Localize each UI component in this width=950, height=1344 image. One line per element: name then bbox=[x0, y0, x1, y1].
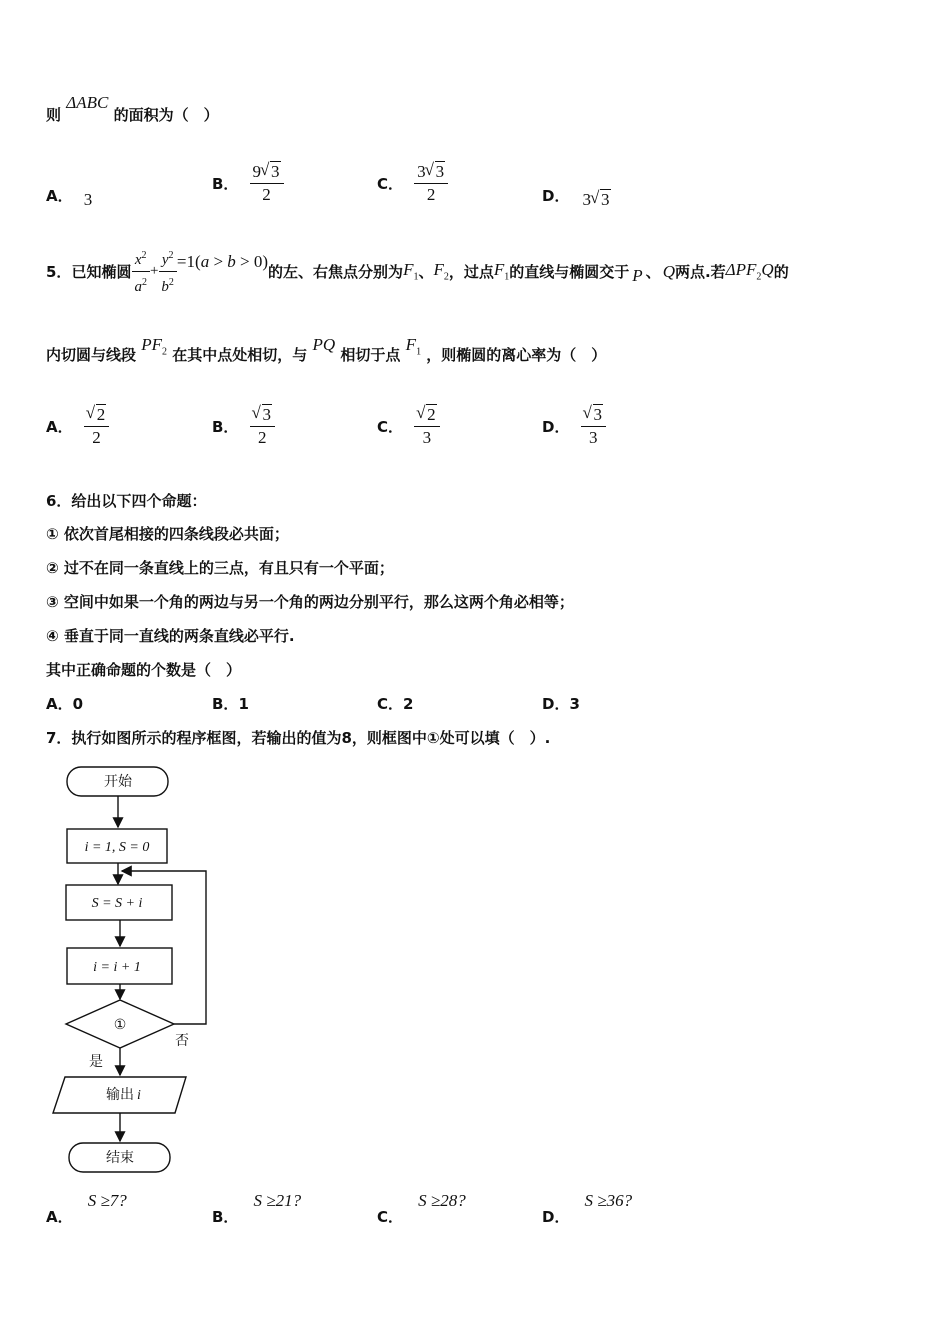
eq-rest: =1 bbox=[176, 251, 196, 271]
option-label: B． bbox=[212, 418, 239, 436]
q6-stem: 6．给出以下四个命题： bbox=[46, 492, 207, 510]
flowchart-step2-label: i = i + 1 bbox=[93, 960, 141, 975]
option-label: A． bbox=[46, 1208, 73, 1226]
tri-end: Q bbox=[761, 260, 774, 280]
frac-den: 2 bbox=[426, 185, 436, 204]
q7-option-c[interactable] bbox=[377, 1190, 466, 1226]
flowchart-start-label: 开始 bbox=[104, 774, 132, 790]
var-b: b bbox=[161, 279, 169, 295]
option-label: C． bbox=[377, 1208, 404, 1226]
q5-text: 已知椭圆 bbox=[71, 263, 132, 281]
frac-radicand: 3 bbox=[593, 405, 603, 424]
sub: 1 bbox=[504, 271, 510, 283]
tri-start: ΔPF bbox=[725, 260, 757, 280]
exp: 2 bbox=[141, 250, 147, 261]
option-label: C． bbox=[377, 418, 404, 436]
frac-den: 2 bbox=[262, 185, 271, 204]
option-value: 3 bbox=[569, 695, 580, 713]
option-label: B． bbox=[212, 1208, 239, 1226]
q6-proposition-1: ① 依次首尾相接的四条线段必共面； bbox=[46, 525, 289, 543]
var-x: x bbox=[134, 252, 142, 268]
flowchart-condition-label: ① bbox=[113, 1017, 127, 1033]
frac-coef: 9 bbox=[252, 162, 262, 181]
frac-radicand: 2 bbox=[96, 405, 106, 424]
frac-radicand: 3 bbox=[262, 405, 272, 424]
option-value: S ≥36? bbox=[584, 1191, 633, 1210]
separator: 、 bbox=[418, 263, 434, 281]
q5-text: 内切圆与线段 bbox=[46, 346, 137, 364]
q4-triangle: ΔABC bbox=[66, 93, 109, 112]
q7-option-b[interactable] bbox=[212, 1190, 302, 1226]
option-label: C． bbox=[377, 175, 404, 193]
sub: 2 bbox=[756, 271, 762, 283]
q6-proposition-3: ③ 空间中如果一个角的两边与另一个角的两边分别平行，那么这两个角必相等； bbox=[46, 593, 574, 611]
option-value: S ≥7? bbox=[87, 1191, 127, 1210]
separator: 、 bbox=[645, 263, 661, 281]
option-label: D． bbox=[542, 187, 570, 205]
option-value: S ≥28? bbox=[418, 1191, 466, 1210]
option-value: 1 bbox=[238, 695, 249, 713]
q6-proposition-2: ② 过不在同一条直线上的三点，有且只有一个平面； bbox=[46, 559, 394, 577]
q4-suffix: 的面积为（ ） bbox=[113, 106, 219, 124]
exp: 2 bbox=[168, 277, 174, 288]
option-label: C． bbox=[377, 695, 404, 713]
frac-radicand: 3 bbox=[435, 162, 445, 181]
var-a: a bbox=[134, 279, 142, 295]
q4-prefix: 则 bbox=[46, 106, 62, 124]
frac-den: 2 bbox=[258, 428, 267, 447]
option-radicand: 3 bbox=[601, 190, 610, 209]
q7-option-a[interactable] bbox=[46, 1190, 127, 1226]
option-label: A． bbox=[46, 418, 73, 436]
q5-text: 两点.若 bbox=[674, 263, 726, 281]
q5-text: 的左、右焦点分别为 bbox=[268, 263, 404, 281]
flowchart-step1-label: S = S + i bbox=[91, 896, 143, 911]
option-value: 2 bbox=[403, 695, 414, 713]
option-value: 3 bbox=[83, 190, 93, 209]
var-a: a bbox=[200, 251, 210, 271]
flowchart-output-label: 输出 bbox=[106, 1087, 134, 1103]
sub: 2 bbox=[162, 346, 168, 358]
option-label: D． bbox=[542, 418, 570, 436]
flowchart-end-label: 结束 bbox=[106, 1150, 134, 1166]
q5-text: ，过点 bbox=[448, 263, 494, 281]
gt: > bbox=[209, 251, 228, 271]
flowchart-init-label: i = 1, S = 0 bbox=[84, 840, 150, 855]
sub: 1 bbox=[416, 346, 422, 358]
option-label: D． bbox=[542, 695, 570, 713]
frac-den: 3 bbox=[422, 428, 432, 447]
var-f: F bbox=[493, 260, 505, 280]
option-label: D． bbox=[542, 1208, 570, 1226]
flowchart-no-label: 否 bbox=[175, 1033, 189, 1049]
point-q: Q bbox=[662, 261, 675, 281]
var-y: y bbox=[161, 252, 169, 268]
q7-stem: 7．执行如图所示的程序框图，若输出的值为8，则框图中①处可以填（ ）. bbox=[46, 729, 551, 747]
var-f: F bbox=[403, 260, 414, 280]
point-p: P bbox=[632, 265, 643, 285]
option-label: B． bbox=[212, 695, 239, 713]
segment-pq: PQ bbox=[312, 335, 336, 354]
flowchart-output-var: i bbox=[137, 1088, 141, 1103]
sub: 2 bbox=[443, 271, 449, 283]
option-coef: 3 bbox=[582, 190, 592, 209]
option-label: A． bbox=[46, 187, 73, 205]
question-number: 5． bbox=[46, 263, 72, 281]
frac-coef: 3 bbox=[417, 162, 426, 181]
q5-text: 的 bbox=[773, 263, 789, 281]
option-value: S ≥21? bbox=[253, 1191, 302, 1210]
frac-radicand: 3 bbox=[271, 162, 280, 181]
ellipse-condition: =1(a > b > 0) bbox=[176, 251, 269, 271]
q6-ask: 其中正确命题的个数是（ ） bbox=[46, 661, 242, 679]
q5-text: 的直线与椭圆交于 bbox=[509, 263, 630, 281]
exp: 2 bbox=[141, 277, 147, 288]
option-label: B． bbox=[212, 175, 239, 193]
q7-option-d[interactable] bbox=[542, 1190, 633, 1226]
frac-den: 3 bbox=[589, 428, 598, 447]
gt-zero: > 0 bbox=[235, 251, 263, 271]
option-value: 0 bbox=[72, 695, 84, 713]
sub: 1 bbox=[413, 271, 419, 283]
flowchart-yes-label: 是 bbox=[89, 1054, 103, 1070]
seg-pf: PF bbox=[141, 335, 163, 354]
q6-proposition-4: ④ 垂直于同一直线的两条直线必平行. bbox=[46, 627, 295, 645]
var-b: b bbox=[227, 251, 236, 271]
var-f: F bbox=[405, 335, 417, 354]
q5-text: 相切于点 bbox=[340, 346, 401, 364]
q5-text: 在其中点处相切，与 bbox=[172, 346, 308, 364]
frac-radicand: 2 bbox=[427, 405, 436, 424]
plus-sign: + bbox=[149, 263, 159, 279]
exp: 2 bbox=[168, 250, 174, 261]
frac-den: 2 bbox=[92, 428, 101, 447]
var-f: F bbox=[433, 260, 444, 280]
q5-text: ，则椭圆的离心率为（ ） bbox=[426, 346, 607, 364]
option-label: A． bbox=[46, 695, 73, 713]
